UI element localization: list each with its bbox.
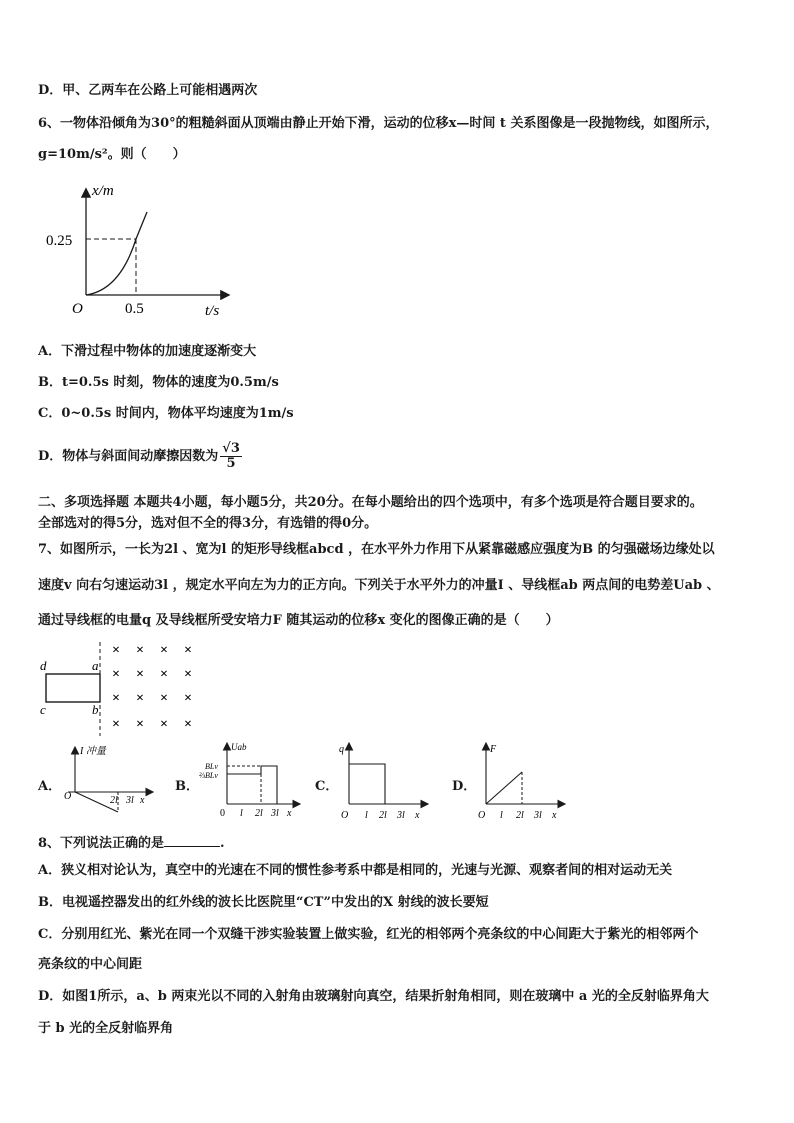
q6-parabola-curve [86,212,147,295]
q7-option-c-label: C． [315,779,339,794]
q7b-step [227,766,277,804]
field-cross-mark: × [112,667,120,682]
q6-ytick: 0.25 [46,233,73,249]
field-cross-mark: × [184,667,192,682]
q8-option-b: B．电视遥控器发出的红外线的波长比医院里“CT”中发出的X 射线的波长要短 [38,895,489,910]
field-cross-mark: × [160,667,168,682]
q7-graph-a [60,742,160,824]
field-cross-mark: × [160,717,168,732]
q6-option-c: C．0~0.5s 时间内，物体平均速度为1m/s [38,406,294,421]
q6-origin: O [72,301,83,317]
q6-option-a: A．下滑过程中物体的加速度逐渐变大 [38,344,257,359]
q8-stem [38,834,225,853]
q7-stem-line3: 通过导线框的电量q 及导线框所受安培力F 随其运动的位移x 变化的图像正确的是（ ） [38,613,559,628]
q7c-step [349,764,385,804]
field-cross-mark: × [112,643,120,658]
q7c-ylabel: q [339,744,344,755]
q6-option-d-text: D．物体与斜面间动摩擦因数为 [38,449,219,464]
q8-stem-text: 8、下列说法正确的是 [38,836,165,851]
q7d-ylabel: F [490,744,497,755]
q7b-y1: BLv [205,762,218,771]
q7b-ylabel: Uab [231,742,247,752]
section2-line2: 全部选对的得5分，选对但不全的得3分，有选错的得0分。 [38,516,378,531]
q7a-x: x [140,795,145,806]
q7c-x: x [415,810,420,821]
field-cross-mark: × [136,667,144,682]
q7-option-a-label: A． [38,779,62,794]
q7b-xt3: 3l [271,808,279,819]
q7c-xt2: 2l [379,810,387,821]
q7-stem-line2: 速度v 向右匀速运动3l ，规定水平向左为力的正方向。下列关于水平外力的冲量I 、导线框ab 两点间的电势差Uab 、 [38,578,720,593]
field-cross-mark: × [112,717,120,732]
field-cross-mark: × [160,691,168,706]
q6-option-d [38,442,242,471]
q7-label-d: d [40,658,47,673]
q7b-xt2: 2l [255,808,263,819]
q7a-xt2: 3l [126,795,134,806]
q7c-xt1: l [365,810,368,821]
q8-option-c-line1: C．分别用红光、紫光在同一个双缝干涉实验装置上做实验，红光的相邻两个亮条纹的中心间距大于紫光的相邻两个 [38,927,699,942]
q7d-line [486,772,522,804]
q7c-xt3: 3l [397,810,405,821]
q7b-y2: ⅔BLv [199,771,218,780]
q7-magnetic-field-crosses [112,643,192,732]
q7d-xt1: l [500,810,503,821]
q6-stem-line1: 6、一物体沿倾角为30°的粗糙斜面从顶端由静止开始下滑，运动的位移x—时间 t 关系图像是一段抛物线，如图所示， [38,116,719,131]
q6-xtick: 0.5 [125,301,144,317]
q8-option-d-line2: 于 b 光的全反射临界角 [38,1021,174,1036]
q7-graph-b [195,740,305,824]
q7d-xt3: 3l [534,810,542,821]
q7a-xt1: 2l [110,795,118,806]
q7-option-d-label: D． [452,779,477,794]
q6-ylabel: x/m [92,183,114,199]
fraction-denominator: 5 [226,456,236,471]
q8-option-a: A．狭义相对论认为，真空中的光速在不同的惯性参考系中都是相同的，光速与光源、观察者间的相对运动无关 [38,863,673,878]
q6-xt-graph [40,180,240,322]
q7a-origin: O [64,791,72,802]
q7-label-a: a [92,658,99,673]
q7-wire-frame [46,674,100,702]
q7-frame-field-figure [38,640,198,740]
q7-graph-c [335,740,435,824]
field-cross-mark: × [136,691,144,706]
q8-answer-blank[interactable] [164,834,220,847]
field-cross-mark: × [112,691,120,706]
q7a-ylabel: I 冲量 [80,746,106,757]
field-cross-mark: × [160,643,168,658]
q7d-origin: O [478,810,486,821]
section2-line1: 二、多项选择题 本题共4小题，每小题5分，共20分。在每小题给出的四个选项中，有多个选项是符合题目要求的。 [38,495,703,510]
q7-option-b-label: B． [175,779,199,794]
q7b-x: x [287,808,292,819]
q6-xlabel: t/s [205,303,220,319]
field-cross-mark: × [136,717,144,732]
q7b-origin: 0 [220,808,225,819]
fraction-numerator: √3 [222,441,240,456]
field-cross-mark: × [136,643,144,658]
q8-option-d-line1: D．如图1所示，a、b 两束光以不同的入射角由玻璃射向真空，结果折射角相同，则在玻璃中 a 光的全反射临界角大 [38,989,709,1004]
q6-option-b: B．t=0.5s 时刻，物体的速度为0.5m/s [38,375,279,390]
field-cross-mark: × [184,643,192,658]
q7-label-c: c [40,702,46,717]
q7-stem-line1: 7、如图所示，一长为2l 、宽为l 的矩形导线框abcd ，在水平外力作用下从紧靠磁感应强度为B 的匀强磁场边缘处以 [38,542,715,557]
q7c-origin: O [341,810,349,821]
q7-label-b: b [92,702,99,717]
q7d-xt2: 2l [516,810,524,821]
q7-graph-d [474,740,574,824]
q6-option-d-fraction [220,442,242,471]
q5-option-d: D．甲、乙两车在公路上可能相遇两次 [38,83,258,98]
q8-stem-end: . [220,836,225,851]
field-cross-mark: × [184,691,192,706]
q8-option-c-line2: 亮条纹的中心间距 [38,957,143,972]
q6-stem-line2: g=10m/s²。则（ ） [38,147,186,162]
q7d-x: x [552,810,557,821]
field-cross-mark: × [184,717,192,732]
q7b-xt1: l [240,808,243,819]
